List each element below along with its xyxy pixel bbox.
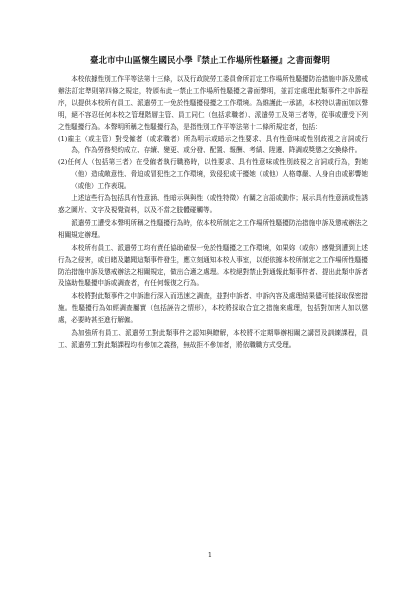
body-paragraph: 為加強所有員工、派遣勞工對此類事件之認知與瞭解，本校將不定期舉辦相關之講習及訓練課程，員工、派遣勞工對此類課程均有參加之義務，無故拒不參加者，將依職職方式受理。 — [58, 329, 368, 349]
body-paragraph: 本校所有員工、派遣勞工均有責任協助確保一免於性騷擾之工作環境，如果妳（或你）感覺到遭到上述行為之侵害，或目睹及聽聞這類事件發生，應立刻通知本校人事室，以便依據本校所制定之工作場所性騷擾防治措施申訴及懲戒辦法之相關規定，做出合適之處理。本校絕對禁止對通報此類事件者、提出此類申訴者及協助性騷擾申訴或調查者，有任何報復之行為。 — [58, 243, 368, 288]
body-paragraph: 派遣勞工遭受本聲明所稱之性騷擾行為時，依本校所制定之工作場所性騷擾防治措施申訴及懲戒辦法之相關規定辦理。 — [58, 218, 368, 239]
list-item: (2)任何人（包括第三者）在受僱者執行職務時，以性要求、具有性意味或性別歧視之言詞或行為，對她（他）造成敵意性、脅迫或冒犯性之工作環境，致侵犯或干擾她（或他）人格尊嚴、人身自由或影響她（或他）工作表現。 — [58, 158, 368, 191]
body-paragraph: 本校將對此類事件之申訴進行深入而迅速之調查，並對申訴者、申訴內容及處理結果儘可能採取保密措施。性騷擾行為如經調查屬實（包括誣告之情形），本校將採取合宜之措施來處理，包括對加害人加以懲處，必要時甚至進行解僱。 — [58, 292, 368, 325]
list-item: (1)雇主（或主管）對受僱者（或求職者）所為明示或暗示之性要求、具有性意味或性別歧視之言詞或行為，作為勞務契約成立、存續、變更、或分發、配置、報酬、考績、陞遷、降調或獎懲之交換條件。 — [58, 134, 368, 155]
intro-paragraph: 本校依據性別工作平等法第十三條，以及行政院勞工委員會所訂定工作場所性騷擾防治措施申訴及懲戒辦法訂定準則第四條之規定，特頒布此一禁止工作場所性騷擾之書面聲明，並訂定處理此類事件之申訴程序，以提供本校所有員工、派遣勞工一免於性騷擾侵擾之工作環境。為維護此一承諾，本校特以書面加以聲明，絕不容忍任何本校之管理階層主管、員工同仁（包括求職者）、派遣勞工及第三者等，從事或遭受下列之性騷擾行為。本聲明所稱之性騷擾行為，是指性別工作平等法第十二條所規定者，包括： — [58, 75, 368, 131]
body-paragraph: 上述這些行為包括具有性意涵、性暗示與與性（或性特徵）有關之言語或動作；展示具有性意涵或性誘惑之圖片、文字及視覺資料，以及不當之肢體碰觸等。 — [58, 194, 368, 214]
document-body — [58, 74, 368, 352]
document-title: 臺北市中山區懷生國民小學『禁止工作場所性騷擾』之書面聲明 — [89, 55, 331, 65]
harassment-definition-list — [58, 134, 368, 194]
page-number: 1 — [207, 551, 213, 559]
